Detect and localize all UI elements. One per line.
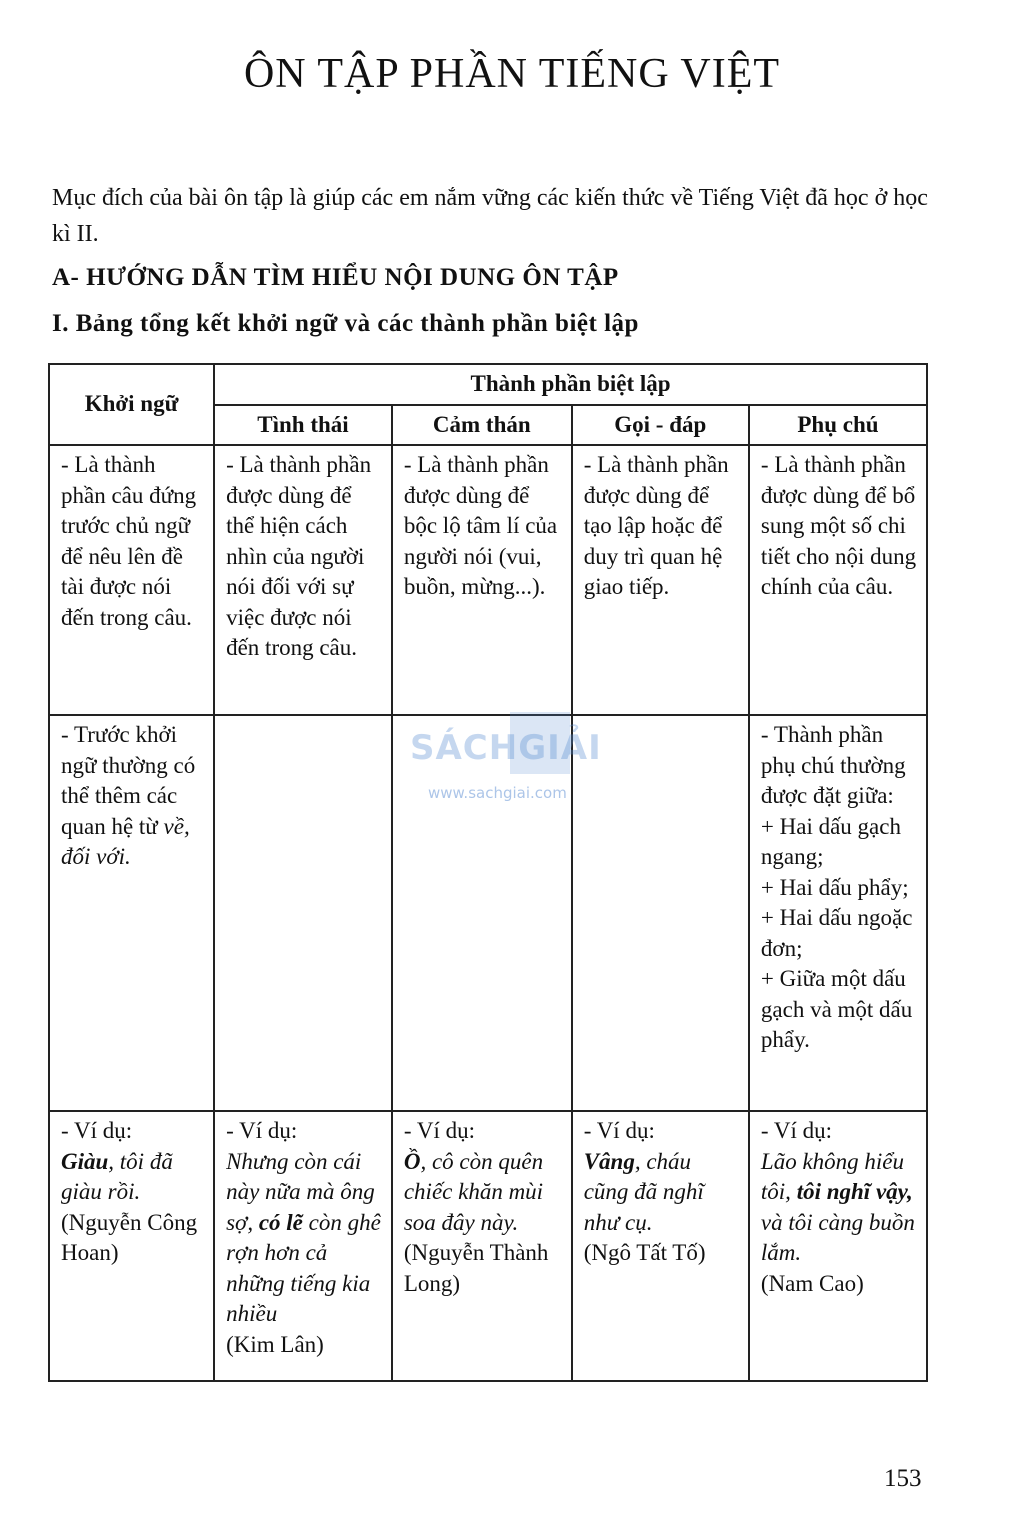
ex-phu-chu-bold: tôi nghĩ vậy, (796, 1179, 913, 1204)
page-number: 153 (884, 1465, 922, 1492)
cell-note-cam-than (392, 715, 572, 1111)
ex-phu-chu-text-2: và tôi càng buồn lắm. (760, 1209, 915, 1265)
ex-tinh-thai-text-2: còn ghê rợn hơn cả những tiếng kia nhiều (226, 1209, 381, 1326)
section-a-heading: A- HƯỚNG DẪN TÌM HIỂU NỘI DUNG ÔN TẬP (52, 264, 619, 291)
cell-def-phu-chu: - Là thành phần được dùng để bổ sung một số chi tiết cho nội dung chính của câu. (749, 445, 927, 715)
ex-tinh-thai-bold: có lẽ (258, 1209, 303, 1235)
cell-note-tinh-thai (214, 715, 392, 1111)
summary-table (48, 363, 928, 1382)
cell-note-goi-dap (572, 715, 749, 1111)
note-phu-chu-line: + Giữa một dấu gạch và một dấu phẩy. (760, 966, 913, 1052)
intro-paragraph: Mục đích của bài ôn tập là giúp các em nắm vững các kiến thức về Tiếng Việt đã học ở học kì II. (52, 185, 928, 247)
note-phu-chu-line: - Thành phần phụ chú thường được đặt giữa: (760, 722, 906, 808)
cell-ex-cam-than (392, 1111, 572, 1381)
cell-ex-goi-dap (572, 1111, 749, 1381)
cell-note-khoi-ngu (49, 715, 214, 1111)
header-khoi-ngu: Khởi ngữ (49, 364, 214, 445)
cell-ex-tinh-thai (214, 1111, 392, 1381)
ex-phu-chu-source: (Nam Cao) (760, 1270, 864, 1296)
ex-tinh-thai-text-1: Nhưng còn cái này nữa mà ông sợ, (226, 1148, 375, 1235)
ex-khoi-ngu-bold: Giàu (61, 1148, 109, 1174)
ex-cam-than-bold: Ồ (403, 1148, 421, 1174)
ex-phu-chu-text-1: Lão không hiểu tôi, (760, 1148, 905, 1204)
example-label: - Ví dụ: (403, 1118, 475, 1143)
cell-ex-khoi-ngu (49, 1111, 214, 1381)
example-label: - Ví dụ: (226, 1118, 298, 1143)
watermark-url: www.sachgiai.com (428, 784, 567, 802)
table-row-note (49, 715, 927, 1111)
watermark-text: SÁCHGIẢI (410, 728, 602, 768)
ex-khoi-ngu-source: (Nguyễn Công Hoan) (61, 1209, 198, 1265)
ex-goi-dap-source: (Ngô Tất Tố) (583, 1240, 706, 1265)
note-phu-chu-line: + Hai dấu ngoặc đơn; (760, 905, 913, 961)
cell-ex-phu-chu (749, 1111, 927, 1381)
ex-goi-dap-text: , cháu cũng đã nghĩ như cụ. (583, 1148, 704, 1235)
cell-def-cam-than: - Là thành phần được dùng để bộc lộ tâm lí của người nói (vui, buồn, mừng...). (392, 445, 572, 715)
example-label: - Ví dụ: (760, 1118, 833, 1143)
note-phu-chu-line: + Hai dấu phẩy; (760, 874, 909, 900)
note-khoi-ngu-text: - Trước khởi ngữ thường có thể thêm các quan hệ từ (61, 722, 196, 839)
cell-note-phu-chu (749, 715, 927, 1111)
cell-def-goi-dap: - Là thành phần được dùng để tạo lập hoặc để duy trì quan hệ giao tiếp. (572, 445, 749, 715)
table-row-definition (49, 445, 927, 715)
header-cam-than: Cảm thán (392, 405, 572, 446)
note-phu-chu-line: + Hai dấu gạch ngang; (760, 813, 901, 869)
ex-tinh-thai-source: (Kim Lân) (226, 1331, 324, 1357)
header-tinh-thai: Tình thái (214, 405, 392, 446)
example-label: - Ví dụ: (583, 1118, 655, 1143)
table-header-row-1 (49, 364, 927, 405)
header-goi-dap: Gọi - đáp (572, 405, 749, 446)
note-khoi-ngu-ve: về, (163, 813, 190, 839)
table-row-example (49, 1111, 927, 1381)
cell-def-khoi-ngu: - Là thành phần câu đứng trước chủ ngữ để nêu lên đề tài được nói đến trong câu. (49, 445, 214, 715)
ex-cam-than-source: (Nguyễn Thành Long) (403, 1240, 549, 1296)
header-thanh-phan-biet-lap: Thành phần biệt lập (214, 364, 927, 405)
page-title: ÔN TẬP PHẦN TIẾNG VIỆT (243, 51, 781, 97)
header-phu-chu: Phụ chú (749, 405, 927, 446)
section-i-heading: I. Bảng tổng kết khởi ngữ và các thành phần biệt lập (52, 310, 639, 337)
example-label: - Ví dụ: (61, 1118, 133, 1143)
ex-goi-dap-bold: Vâng (583, 1148, 635, 1174)
ex-khoi-ngu-text: , tôi đã giàu rồi. (61, 1148, 173, 1204)
cell-def-tinh-thai: - Là thành phần được dùng để thể hiện cách nhìn của người nói đối với sự việc được nói đến trong câu. (214, 445, 392, 715)
ex-cam-than-text: , cô còn quên chiếc khăn mùi soa đây này. (403, 1148, 544, 1235)
note-khoi-ngu-doi-voi: đối với. (61, 844, 131, 869)
